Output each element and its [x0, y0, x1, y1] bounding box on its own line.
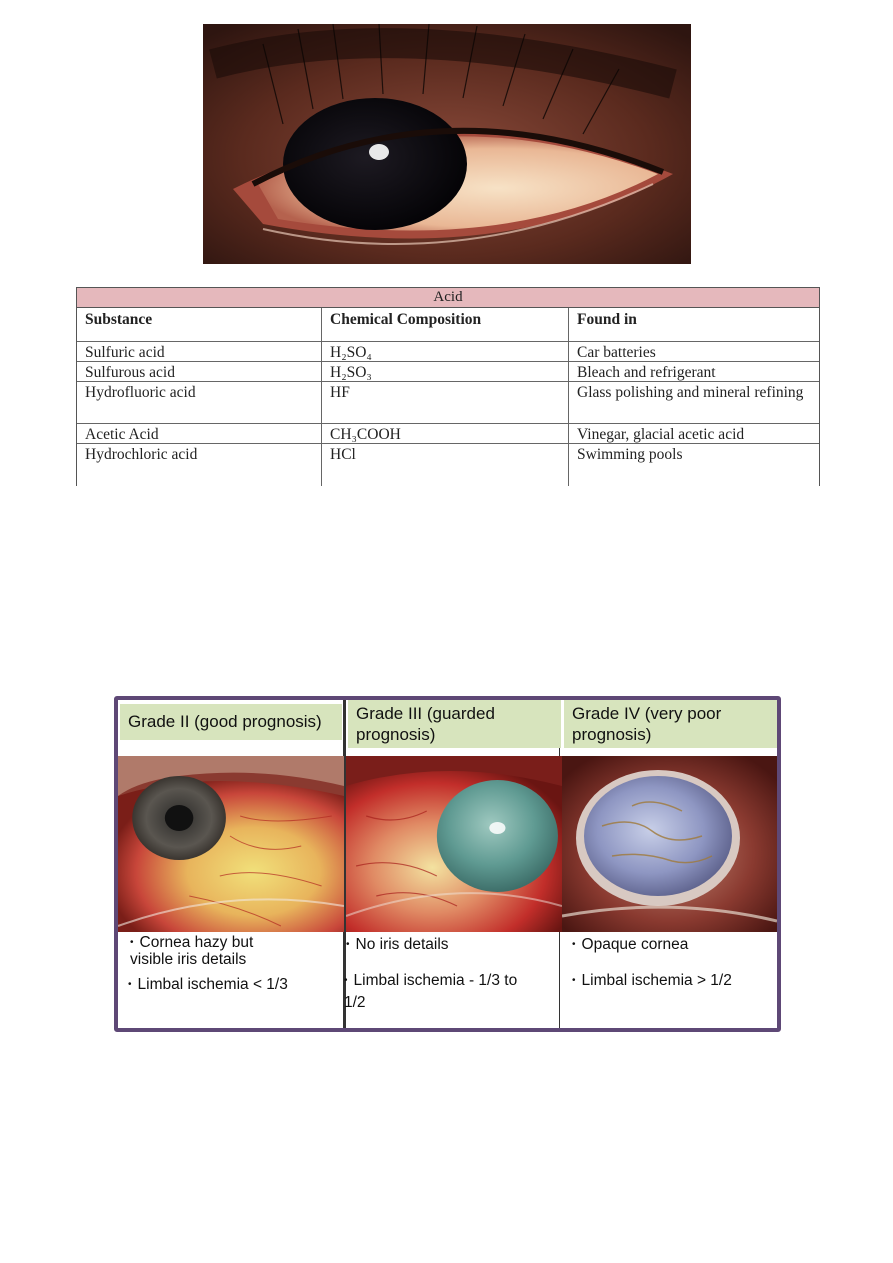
table-cell: Glass polishing and mineral refining: [569, 382, 819, 424]
grade-iv-column: [562, 700, 777, 1028]
table-cell: Hydrofluoric acid: [77, 382, 322, 424]
table-cell: H₂SO₃: [322, 362, 569, 382]
table-cell: Sulfuric acid: [77, 342, 322, 362]
table-cell: Acetic Acid: [77, 424, 322, 444]
grade-ii-eye-photo: [118, 756, 344, 932]
list-item: • Limbal ischemia < 1/3: [128, 976, 288, 993]
acid-table-grid: [77, 308, 819, 486]
eye-photo: [203, 24, 691, 264]
list-item: • Limbal ischemia - 1/3 to 1/2: [344, 972, 518, 1011]
acid-table-title: Acid: [77, 288, 819, 308]
grade-ii-title: Grade II (good prognosis): [120, 704, 342, 740]
table-cell: Swimming pools: [577, 446, 683, 463]
table-cell: Car batteries: [569, 342, 819, 362]
grade-ii-eye-illustration: [118, 756, 344, 932]
list-item: • Limbal ischemia > 1/2: [572, 972, 732, 989]
table-cell: Hydrochloric acid: [77, 444, 322, 486]
grade-iii-column: [346, 700, 562, 1028]
grade-ii-column: [118, 700, 344, 1028]
grade-iv-eye-photo: [562, 756, 777, 932]
list-item: • Cornea hazy but visible iris details: [130, 934, 254, 968]
acid-table: [76, 287, 820, 486]
grades-panel: [114, 696, 781, 1032]
column-header-chemical-composition: Chemical Composition: [322, 308, 569, 342]
table-cell: Bleach and refrigerant: [569, 362, 819, 382]
grade-iii-title: Grade III (guarded prognosis): [348, 700, 561, 748]
table-cell: CH₃COOH: [322, 424, 569, 444]
table-cell: Sulfurous acid: [77, 362, 322, 382]
column-header-found-in: Found in: [569, 308, 819, 342]
grade-iii-eye-photo: [346, 756, 562, 932]
table-cell: Vinegar, glacial acetic acid: [569, 424, 819, 444]
table-cell: HCl: [322, 444, 569, 486]
table-cell: HF: [322, 382, 569, 424]
eye-illustration: [203, 24, 691, 264]
list-item: • Opaque cornea: [572, 936, 689, 953]
table-cell: H₂SO₄: [322, 342, 569, 362]
list-item: • No iris details: [346, 936, 449, 953]
column-header-substance: Substance: [77, 308, 322, 342]
grade-iii-eye-illustration: [346, 756, 562, 932]
grade-iv-eye-illustration: [562, 756, 777, 932]
grade-iv-title: Grade IV (very poor prognosis): [564, 700, 777, 748]
